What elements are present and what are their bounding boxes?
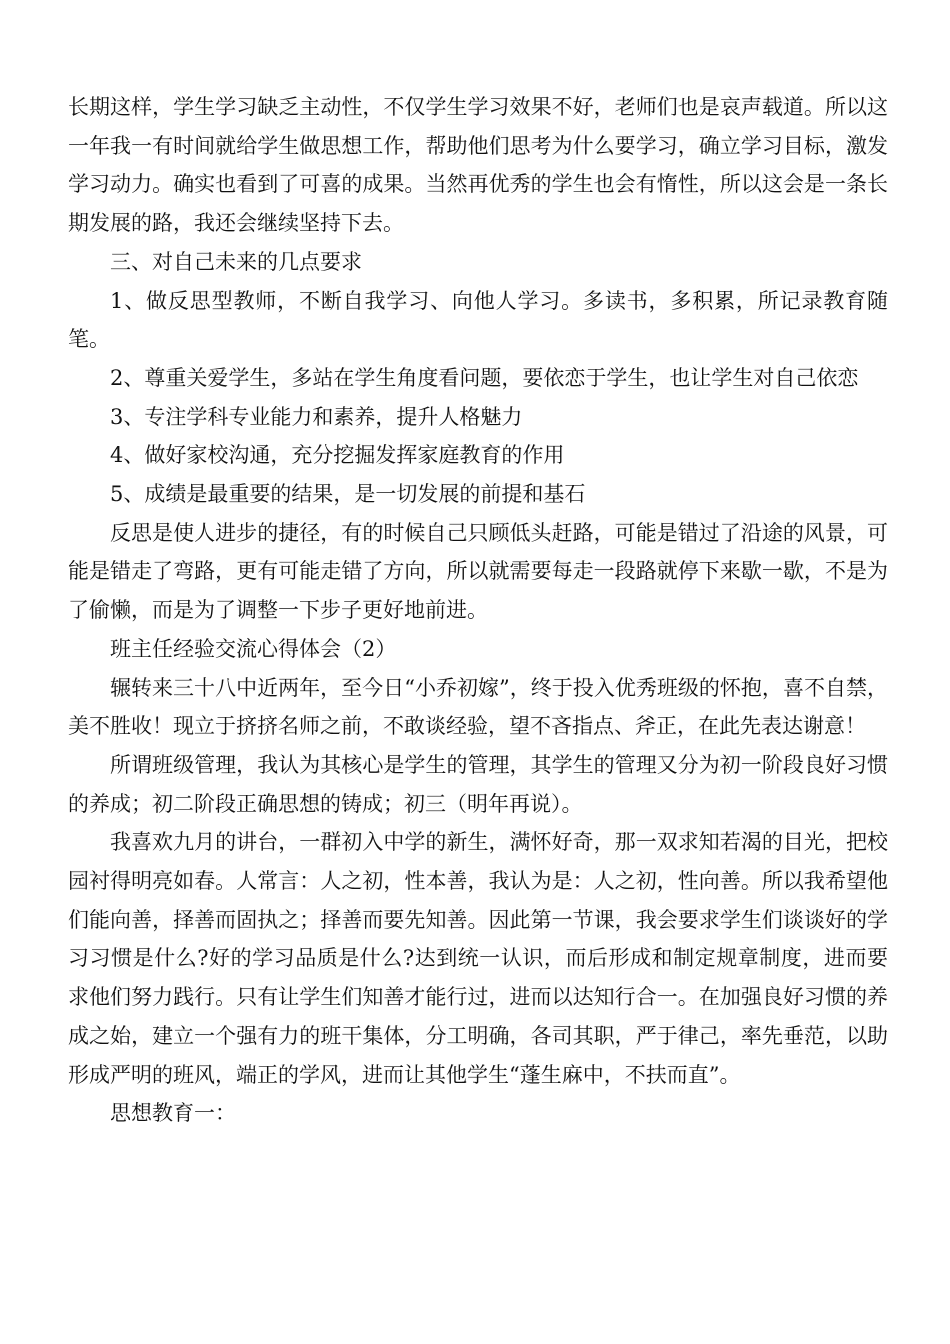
requirement-item-3: 3、专注学科专业能力和素养，提升人格魅力 (110, 404, 523, 429)
requirement-item-2: 2、尊重关爱学生，多站在学生角度看问题，要依恋于学生，也让学生对自己依恋 (110, 365, 859, 390)
management-paragraph: 所谓班级管理，我认为其核心是学生的管理，其学生的管理又分为初一阶段良好习惯的养成；初二阶段正确思想的铸成；初三（明年再说）。 (68, 752, 888, 816)
requirement-item-1: 1、做反思型教师，不断自我学习、向他人学习。多读书，多积累，所记录教育随笔。 (68, 288, 888, 352)
section-heading-requirements: 三、对自己未来的几点要求 (110, 249, 362, 274)
subheading-thought-education: 思想教育一： (110, 1101, 236, 1126)
document-page (68, 88, 888, 1133)
reflection-paragraph: 反思是使人进步的捷径，有的时候自己只顾低头赶路，可能是错过了沿途的风景，可能是错走了弯路，更有可能走错了方向，所以就需要每走一段路就停下来歇一歇，不是为了偷懒，而是为了调整一下步子更好地前进。 (68, 520, 888, 623)
article-title: 班主任经验交流心得体会（2） (110, 636, 397, 661)
requirement-item-5: 5、成绩是最重要的结果，是一切发展的前提和基石 (110, 482, 586, 507)
requirement-item-4: 4、做好家校沟通，充分挖掘发挥家庭教育的作用 (110, 443, 565, 468)
paragraph-continued: 长期这样，学生学习缺乏主动性，不仅学生学习效果不好，老师们也是哀声载道。所以这一年我一有时间就给学生做思想工作，帮助他们思考为什么要学习，确立学习目标，激发学习动力。确实也看到了可喜的成果。当然再优秀的学生也会有惰性，所以这会是一条长期发展的路，我还会继续坚持下去。 (68, 95, 888, 236)
intro-paragraph: 辗转来三十八中近两年，至今日“小乔初嫁”，终于投入优秀班级的怀抱，喜不自禁，美不胜收！现立于挤挤名师之前，不敢谈经验，望不吝指点、斧正，在此先表达谢意！ (68, 675, 888, 739)
september-paragraph: 我喜欢九月的讲台，一群初入中学的新生，满怀好奇，那一双求知若渴的目光，把校园衬得明亮如春。人常言：人之初，性本善，我认为是：人之初，性向善。所以我希望他们能向善，择善而固执之；择善而要先知善。因此第一节课，我会要求学生们谈谈好的学习习惯是什么?好的学习品质是什么?达到统一认识，而后形成和制定规章制度，进而要求他们努力践行。只有让学生们知善才能行过，进而以达知行合一。在加强良好习惯的养成之始，建立一个强有力的班干集体，分工明确，各司其职，严于律己，率先垂范，以助形成严明的班风，端正的学风，进而让其他学生“蓬生麻中，不扶而直”。 (68, 830, 888, 1087)
